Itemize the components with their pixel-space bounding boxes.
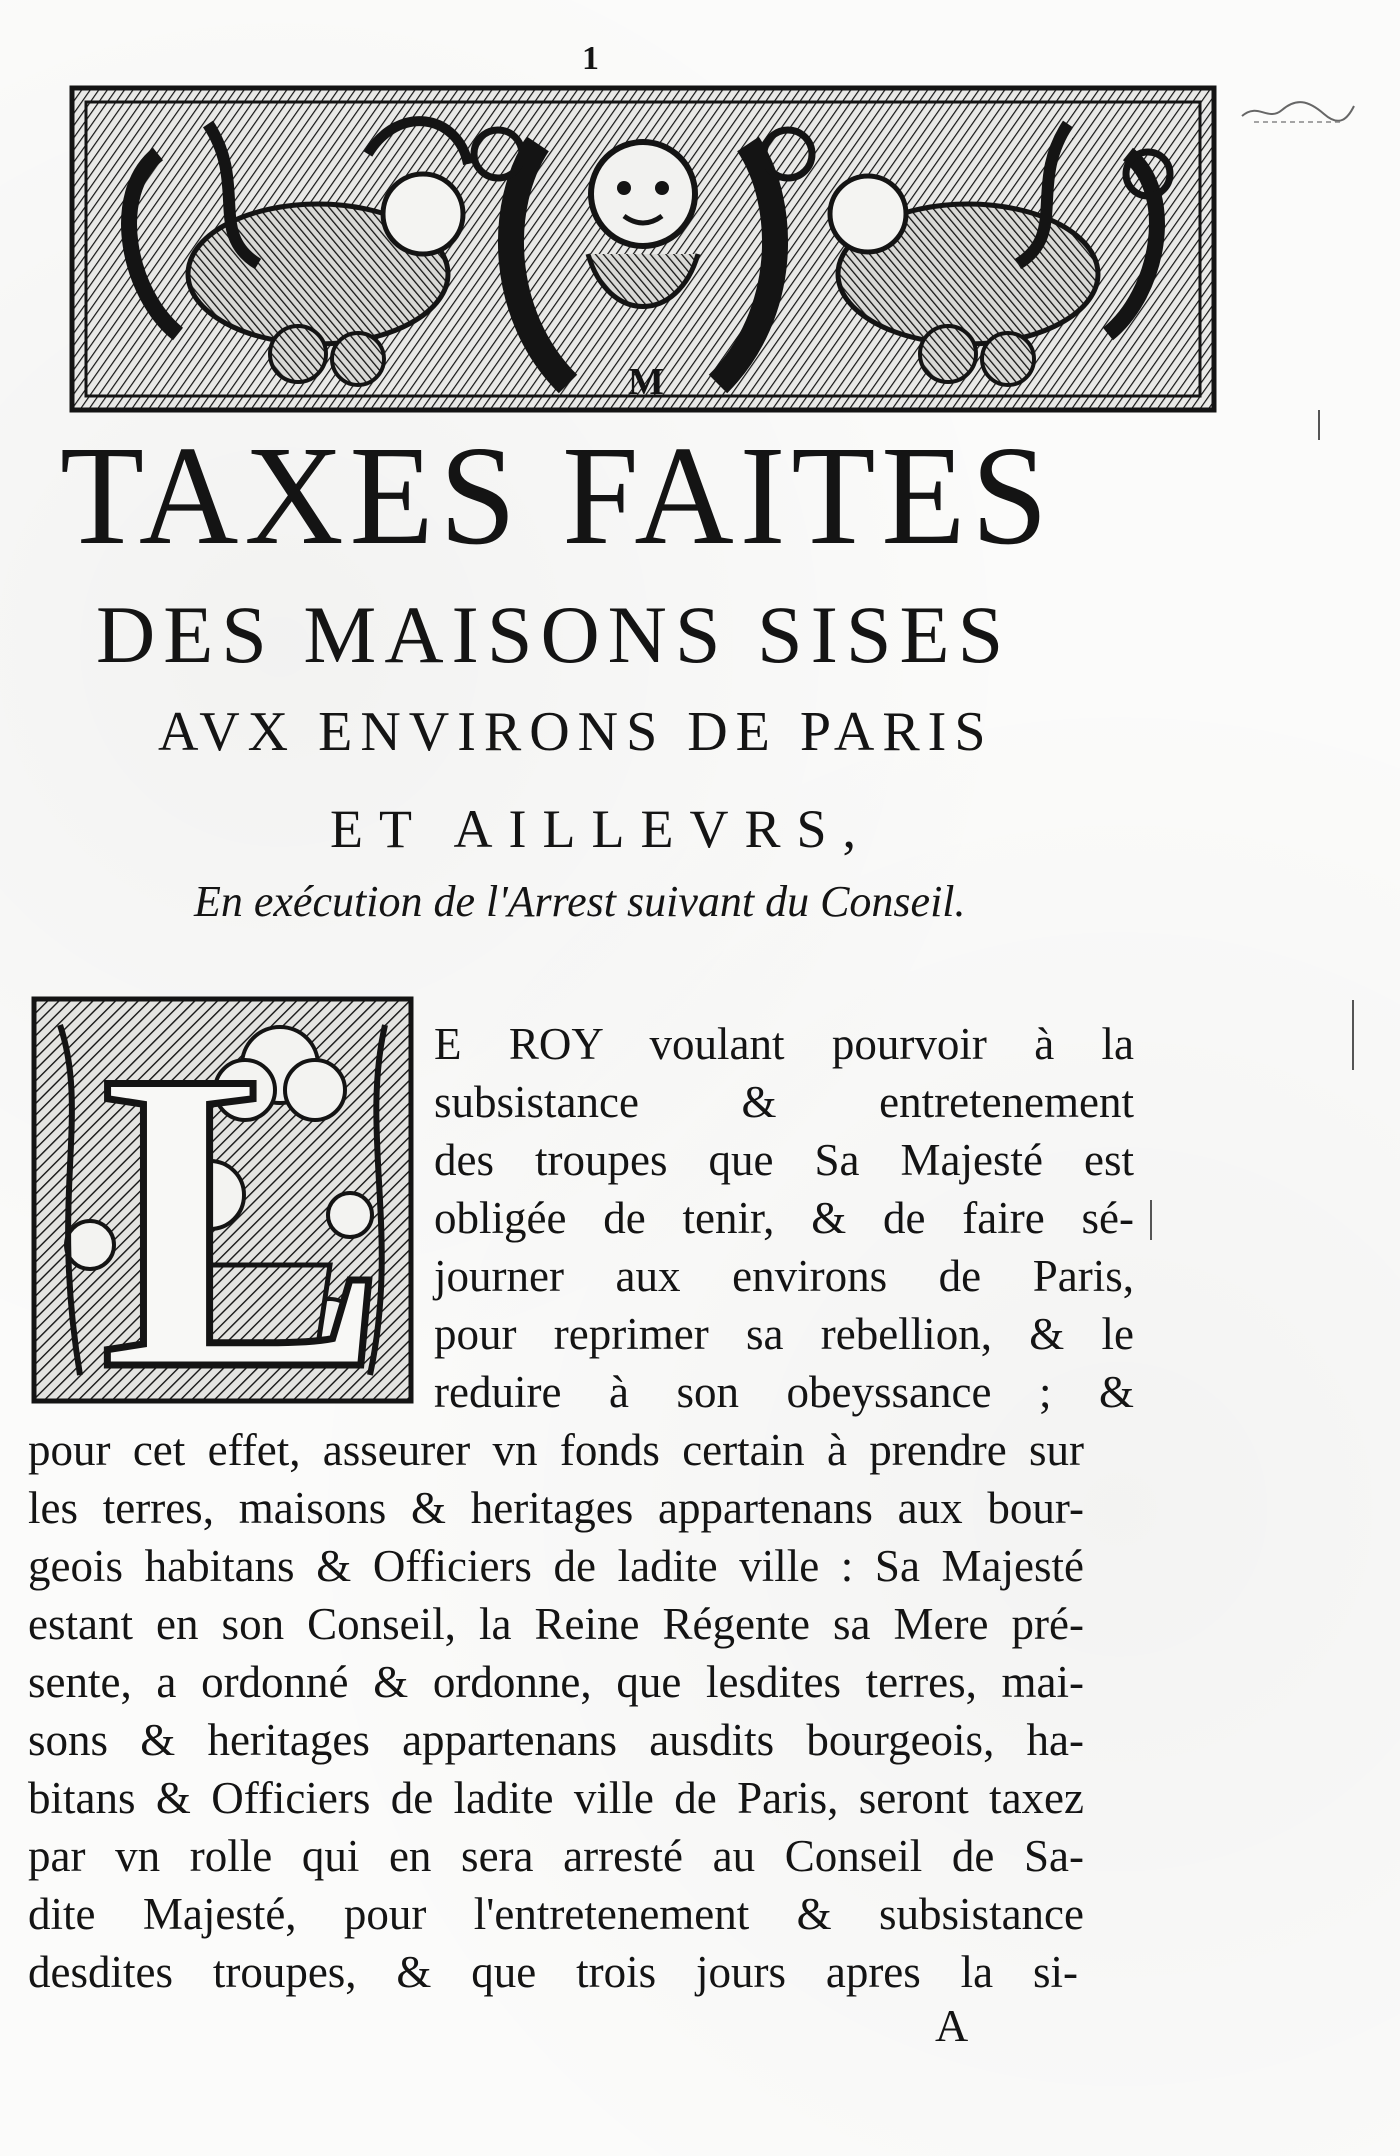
body-line: sente, a ordonné & ordonne, que lesdites terres, mai- — [28, 1657, 1084, 1707]
margin-mark — [1150, 1200, 1152, 1240]
body-line: journer aux environs de Paris, — [434, 1251, 1134, 1301]
title-line-2: DES MAISONS SISES — [96, 589, 1012, 680]
title-line-3: AVX ENVIRONS DE PARIS — [158, 701, 994, 763]
margin-scribble — [1238, 92, 1358, 128]
body-line: estant en son Conseil, la Reine Régente sa Mere pré- — [28, 1599, 1084, 1649]
body-line: geois habitans & Officiers de ladite ville : Sa Majesté — [28, 1541, 1084, 1591]
margin-mark — [1318, 410, 1320, 440]
title-line-1: TAXES FAITES — [60, 416, 1054, 574]
body-line: desdites troupes, & que trois jours apres la si- — [28, 1947, 1078, 1997]
body-line: pour reprimer sa rebellion, & le — [434, 1309, 1134, 1359]
body-line: bitans & Officiers de ladite ville de Paris, seront taxez — [28, 1773, 1084, 1823]
body-line: pour cet effet, asseurer vn fonds certain à prendre sur — [28, 1425, 1084, 1475]
signature-mark: A — [935, 2000, 969, 2051]
body-line: E ROY voulant pourvoir à la — [434, 1019, 1134, 1069]
body-line: dite Majesté, pour l'entretenement & subsistance — [28, 1889, 1084, 1939]
body-line: des troupes que Sa Majesté est — [434, 1135, 1134, 1185]
title-line-4: ET AILLEVRS, — [330, 799, 872, 859]
body-line: les terres, maisons & heritages appartenans aux bour- — [28, 1483, 1084, 1533]
body-line: subsistance & entretenement — [434, 1077, 1134, 1127]
margin-mark — [1352, 1000, 1354, 1070]
drop-cap-letter: L — [100, 995, 387, 1405]
woodcut-headpiece — [68, 84, 1218, 414]
subtitle: En exécution de l'Arrest suivant du Conseil. — [194, 877, 966, 926]
body-line: par vn rolle qui en sera arresté au Conseil de Sa- — [28, 1831, 1084, 1881]
headpiece-letter: M — [628, 361, 664, 403]
body-line: obligée de tenir, & de faire sé- — [434, 1193, 1134, 1243]
body-line: reduire à son obeyssance ; & — [434, 1367, 1134, 1417]
page-number: 1 — [582, 40, 599, 77]
body-line: sons & heritages appartenans ausdits bourgeois, ha- — [28, 1715, 1084, 1765]
decorated-initial — [30, 995, 415, 1405]
